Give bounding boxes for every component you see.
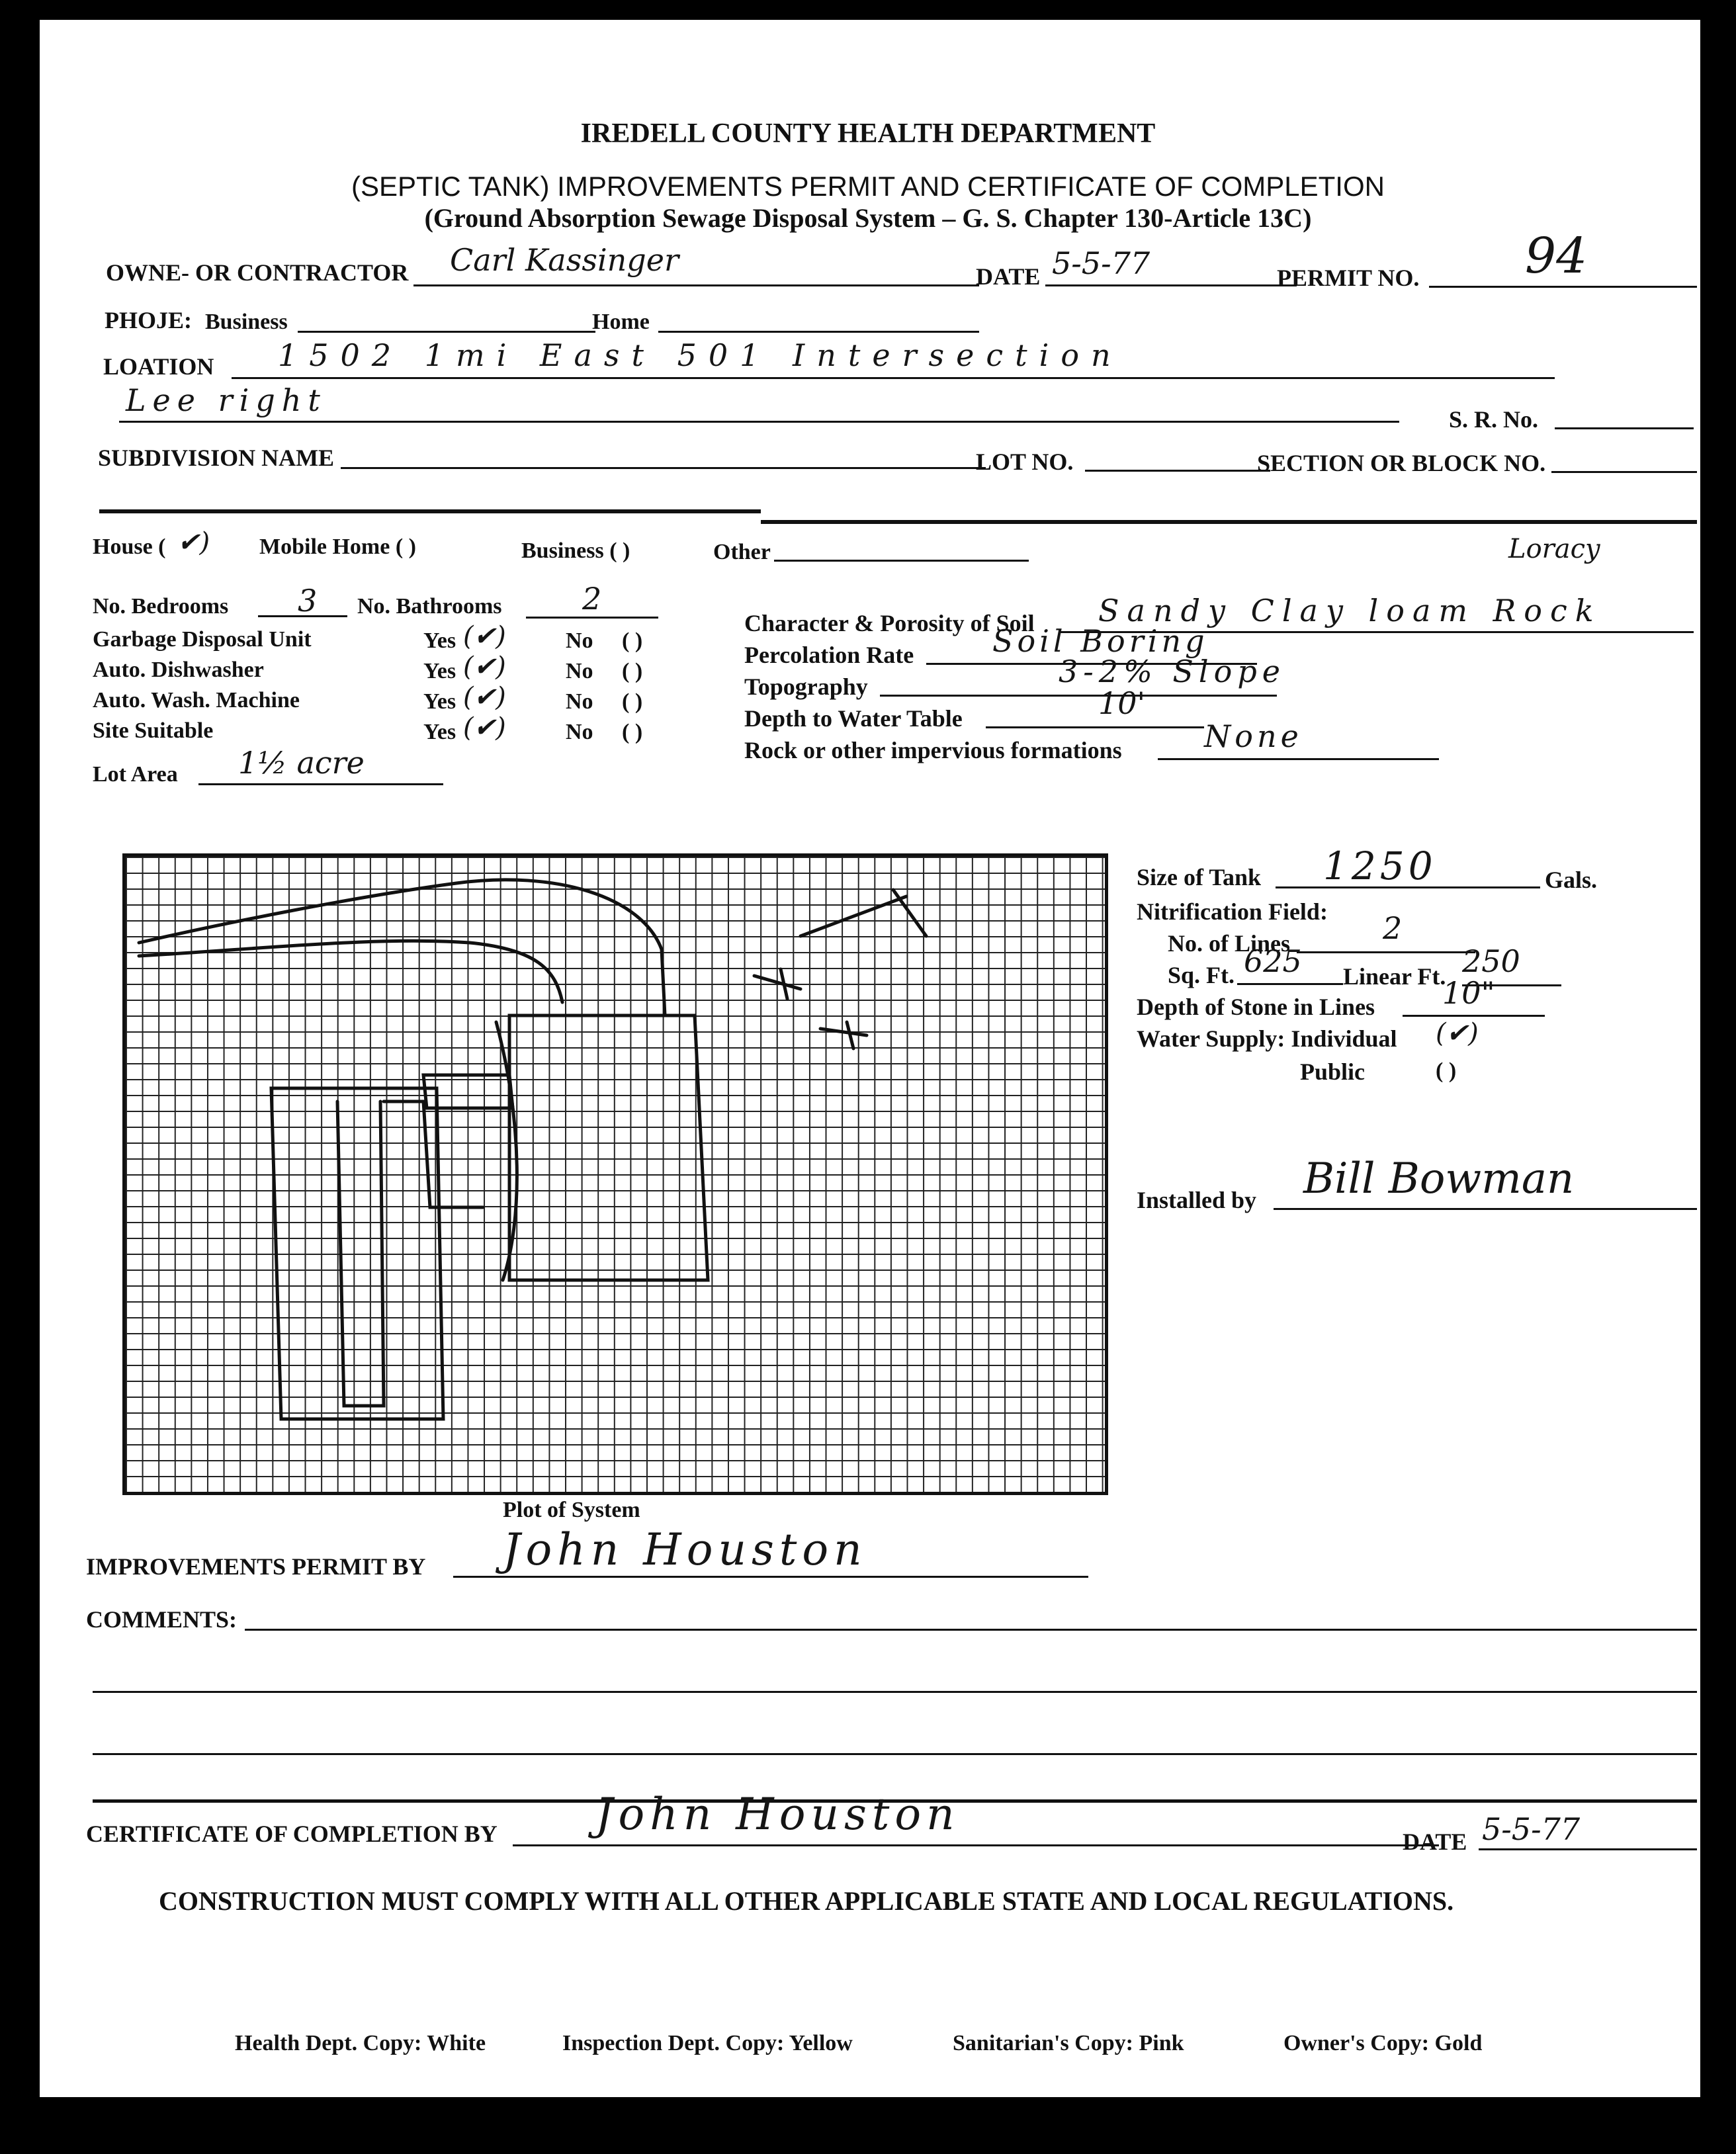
installed-by-value: Bill Bowman [1303,1154,1575,1203]
other-label: Other [713,540,771,564]
date-label: DATE [976,263,1041,290]
dishwasher-yes-check: (✔) [463,652,506,682]
separator-right [761,520,1697,524]
topo-value: 3-2% Slope [1059,654,1285,689]
plot-caption: Plot of System [503,1498,640,1522]
permit-form [40,20,1700,2097]
water-table-value: 10' [1098,685,1146,721]
permit-no-line [1429,286,1697,288]
linear-ft-value: 250 [1462,943,1520,979]
dishwasher-no-box: ( ) [622,659,643,683]
other-note: Loracy [1508,534,1600,564]
linear-ft-label: Linear Ft. [1343,963,1446,990]
date2-line [1479,1848,1697,1850]
lot-area-line [198,783,443,785]
dishwasher-yes-label: Yes [423,659,456,683]
sq-ft-line [1237,983,1343,985]
wash-yes-label: Yes [423,689,456,714]
improvements-by-label: IMPROVEMENTS PERMIT BY [86,1553,426,1580]
topo-label: Topography [744,673,868,700]
installed-by-line [1274,1208,1697,1210]
copy-health: Health Dept. Copy: White [235,2031,486,2055]
improvements-by-line [453,1576,1088,1578]
sketch-mark-1 [754,969,801,999]
date-value: 5-5-77 [1052,245,1150,281]
site-no-label: No [566,720,593,744]
date2-value: 5-5-77 [1482,1811,1581,1847]
sketch-drive [509,1015,708,1280]
water-table-label: Depth to Water Table [744,705,963,732]
public-label: Public [1300,1058,1366,1085]
house-check: ✔) [177,527,210,558]
plot-grid [122,853,1108,1495]
plot-sketch [126,857,1105,1492]
date2-label: DATE [1403,1829,1467,1855]
sq-ft-value: 625 [1244,943,1302,979]
stone-depth-label: Depth of Stone in Lines [1137,994,1375,1020]
no-lines-label: No. of Lines [1168,930,1291,957]
bathrooms-line [526,617,658,619]
rock-label: Rock or other impervious formations [744,737,1122,763]
house-label: House ( [93,535,166,559]
comments-line-1 [245,1629,1697,1631]
department-title: IREDELL COUNTY HEALTH DEPARTMENT [580,118,1156,149]
garbage-yes-check: (✔) [463,621,506,652]
subdivision-line [341,467,986,469]
separator-left [99,509,761,513]
certificate-by-signature: John Houston [595,1789,960,1840]
bedrooms-label: No. Bedrooms [93,594,229,619]
wash-yes-check: (✔) [463,682,506,712]
perc-value: Soil Boring [992,623,1209,659]
location-label: LOATION [103,353,214,380]
compliance-notice: CONSTRUCTION MUST COMPLY WITH ALL OTHER APPLICABLE STATE AND LOCAL REGULATIONS. [159,1886,1454,1916]
sketch-field-outer [271,1088,443,1419]
no-lines-value: 2 [1383,910,1403,946]
copy-sanitarian: Sanitarian's Copy: Pink [953,2031,1184,2055]
sketch-road [139,880,665,1015]
mobile-home-label: Mobile Home ( ) [259,535,416,559]
nitrification-label: Nitrification Field: [1137,898,1328,925]
sr-no-label: S. R. No. [1449,406,1539,433]
permit-no-label: PERMIT NO. [1277,265,1420,291]
improvements-by-signature: John Houston [503,1524,867,1575]
garbage-label: Garbage Disposal Unit [93,627,312,652]
lot-area-label: Lot Area [93,762,178,787]
site-no-box: ( ) [622,720,643,744]
sketch-drive-edge [496,1022,517,1280]
sketch-mark-2 [820,1022,867,1049]
business-type-label: Business ( ) [521,538,630,563]
section-line [1551,471,1697,473]
dishwasher-no-label: No [566,659,593,683]
location-value-2: Lee right [126,382,327,418]
business-phone-line [298,331,595,333]
certificate-by-label: CERTIFICATE OF COMPLETION BY [86,1821,498,1847]
owner-label: OWNE- OR CONTRACTOR [106,259,409,286]
bathrooms-label: No. Bathrooms [357,594,502,619]
location-line-2 [119,421,1399,423]
sketch-field-inner [337,1101,384,1406]
form-title: (SEPTIC TANK) IMPROVEMENTS PERMIT AND CERTIFICATE OF COMPLETION [351,171,1385,202]
sketch-road-inner [139,941,562,1002]
form-subtitle: (Ground Absorption Sewage Disposal System – G. S. Chapter 130-Article 13C) [424,203,1312,233]
home-phone-line [658,331,979,333]
soil-label: Character & Porosity of Soil [744,610,1035,636]
sketch-arrow-2 [893,890,926,936]
owner-line [413,284,979,286]
copy-owner: Owner's Copy: Gold [1283,2031,1483,2055]
home-phone-label: Home [592,310,650,334]
tank-size-label: Size of Tank [1137,864,1262,890]
water-table-line [986,726,1204,728]
dishwasher-label: Auto. Dishwasher [93,658,264,682]
phone-label: PHOJE: [105,307,192,333]
wash-machine-label: Auto. Wash. Machine [93,688,300,712]
lot-no-line [1085,470,1270,472]
comments-line-2 [93,1691,1697,1693]
sketch-house-line [384,1101,483,1207]
gals-label: Gals. [1545,867,1598,893]
copy-inspection: Inspection Dept. Copy: Yellow [562,2031,853,2055]
garbage-no-label: No [566,628,593,653]
rock-value: None [1204,718,1303,754]
topo-line [880,695,1277,697]
permit-no-value: 94 [1525,228,1588,284]
wash-no-label: No [566,689,593,714]
no-lines-line [1297,951,1475,953]
garbage-yes-label: Yes [423,628,456,653]
certificate-by-line [513,1844,1439,1846]
lot-area-value: 1½ acre [238,745,365,781]
sketch-arrow-1 [801,896,906,936]
site-yes-label: Yes [423,720,456,744]
lot-no-label: LOT NO. [976,449,1074,475]
stone-depth-value: 10" [1442,975,1495,1011]
water-supply-label: Water Supply: Individual [1137,1025,1397,1052]
rock-line [1158,758,1439,760]
other-line [774,560,1029,562]
bathrooms-value: 2 [582,581,602,617]
sq-ft-label: Sq. Ft. [1168,962,1235,988]
section-label: SECTION OR BLOCK NO. [1257,450,1546,476]
location-line-1 [232,377,1555,379]
water-individual-check: (✔) [1436,1018,1479,1049]
water-public-box: ( ) [1436,1058,1457,1083]
perc-label: Percolation Rate [744,642,914,668]
owner-value: Carl Kassinger [450,242,679,278]
business-phone-label: Business [205,310,288,334]
soil-value: Sandy Clay loam Rock [1098,593,1602,628]
site-yes-check: (✔) [463,712,506,743]
tank-size-value: 1250 [1323,843,1437,888]
garbage-no-box: ( ) [622,628,643,653]
comments-label: COMMENTS: [86,1606,237,1633]
location-value-1: 1502 1mi East 501 Intersection [278,337,1123,373]
site-suitable-label: Site Suitable [93,718,214,743]
subdivision-label: SUBDIVISION NAME [98,445,335,471]
wash-no-box: ( ) [622,689,643,714]
stone-depth-line [1403,1015,1545,1017]
bedrooms-value: 3 [298,583,318,619]
date-line [1045,284,1297,286]
sr-no-line [1555,427,1694,429]
installed-by-label: Installed by [1137,1187,1257,1213]
comments-line-3 [93,1753,1697,1755]
